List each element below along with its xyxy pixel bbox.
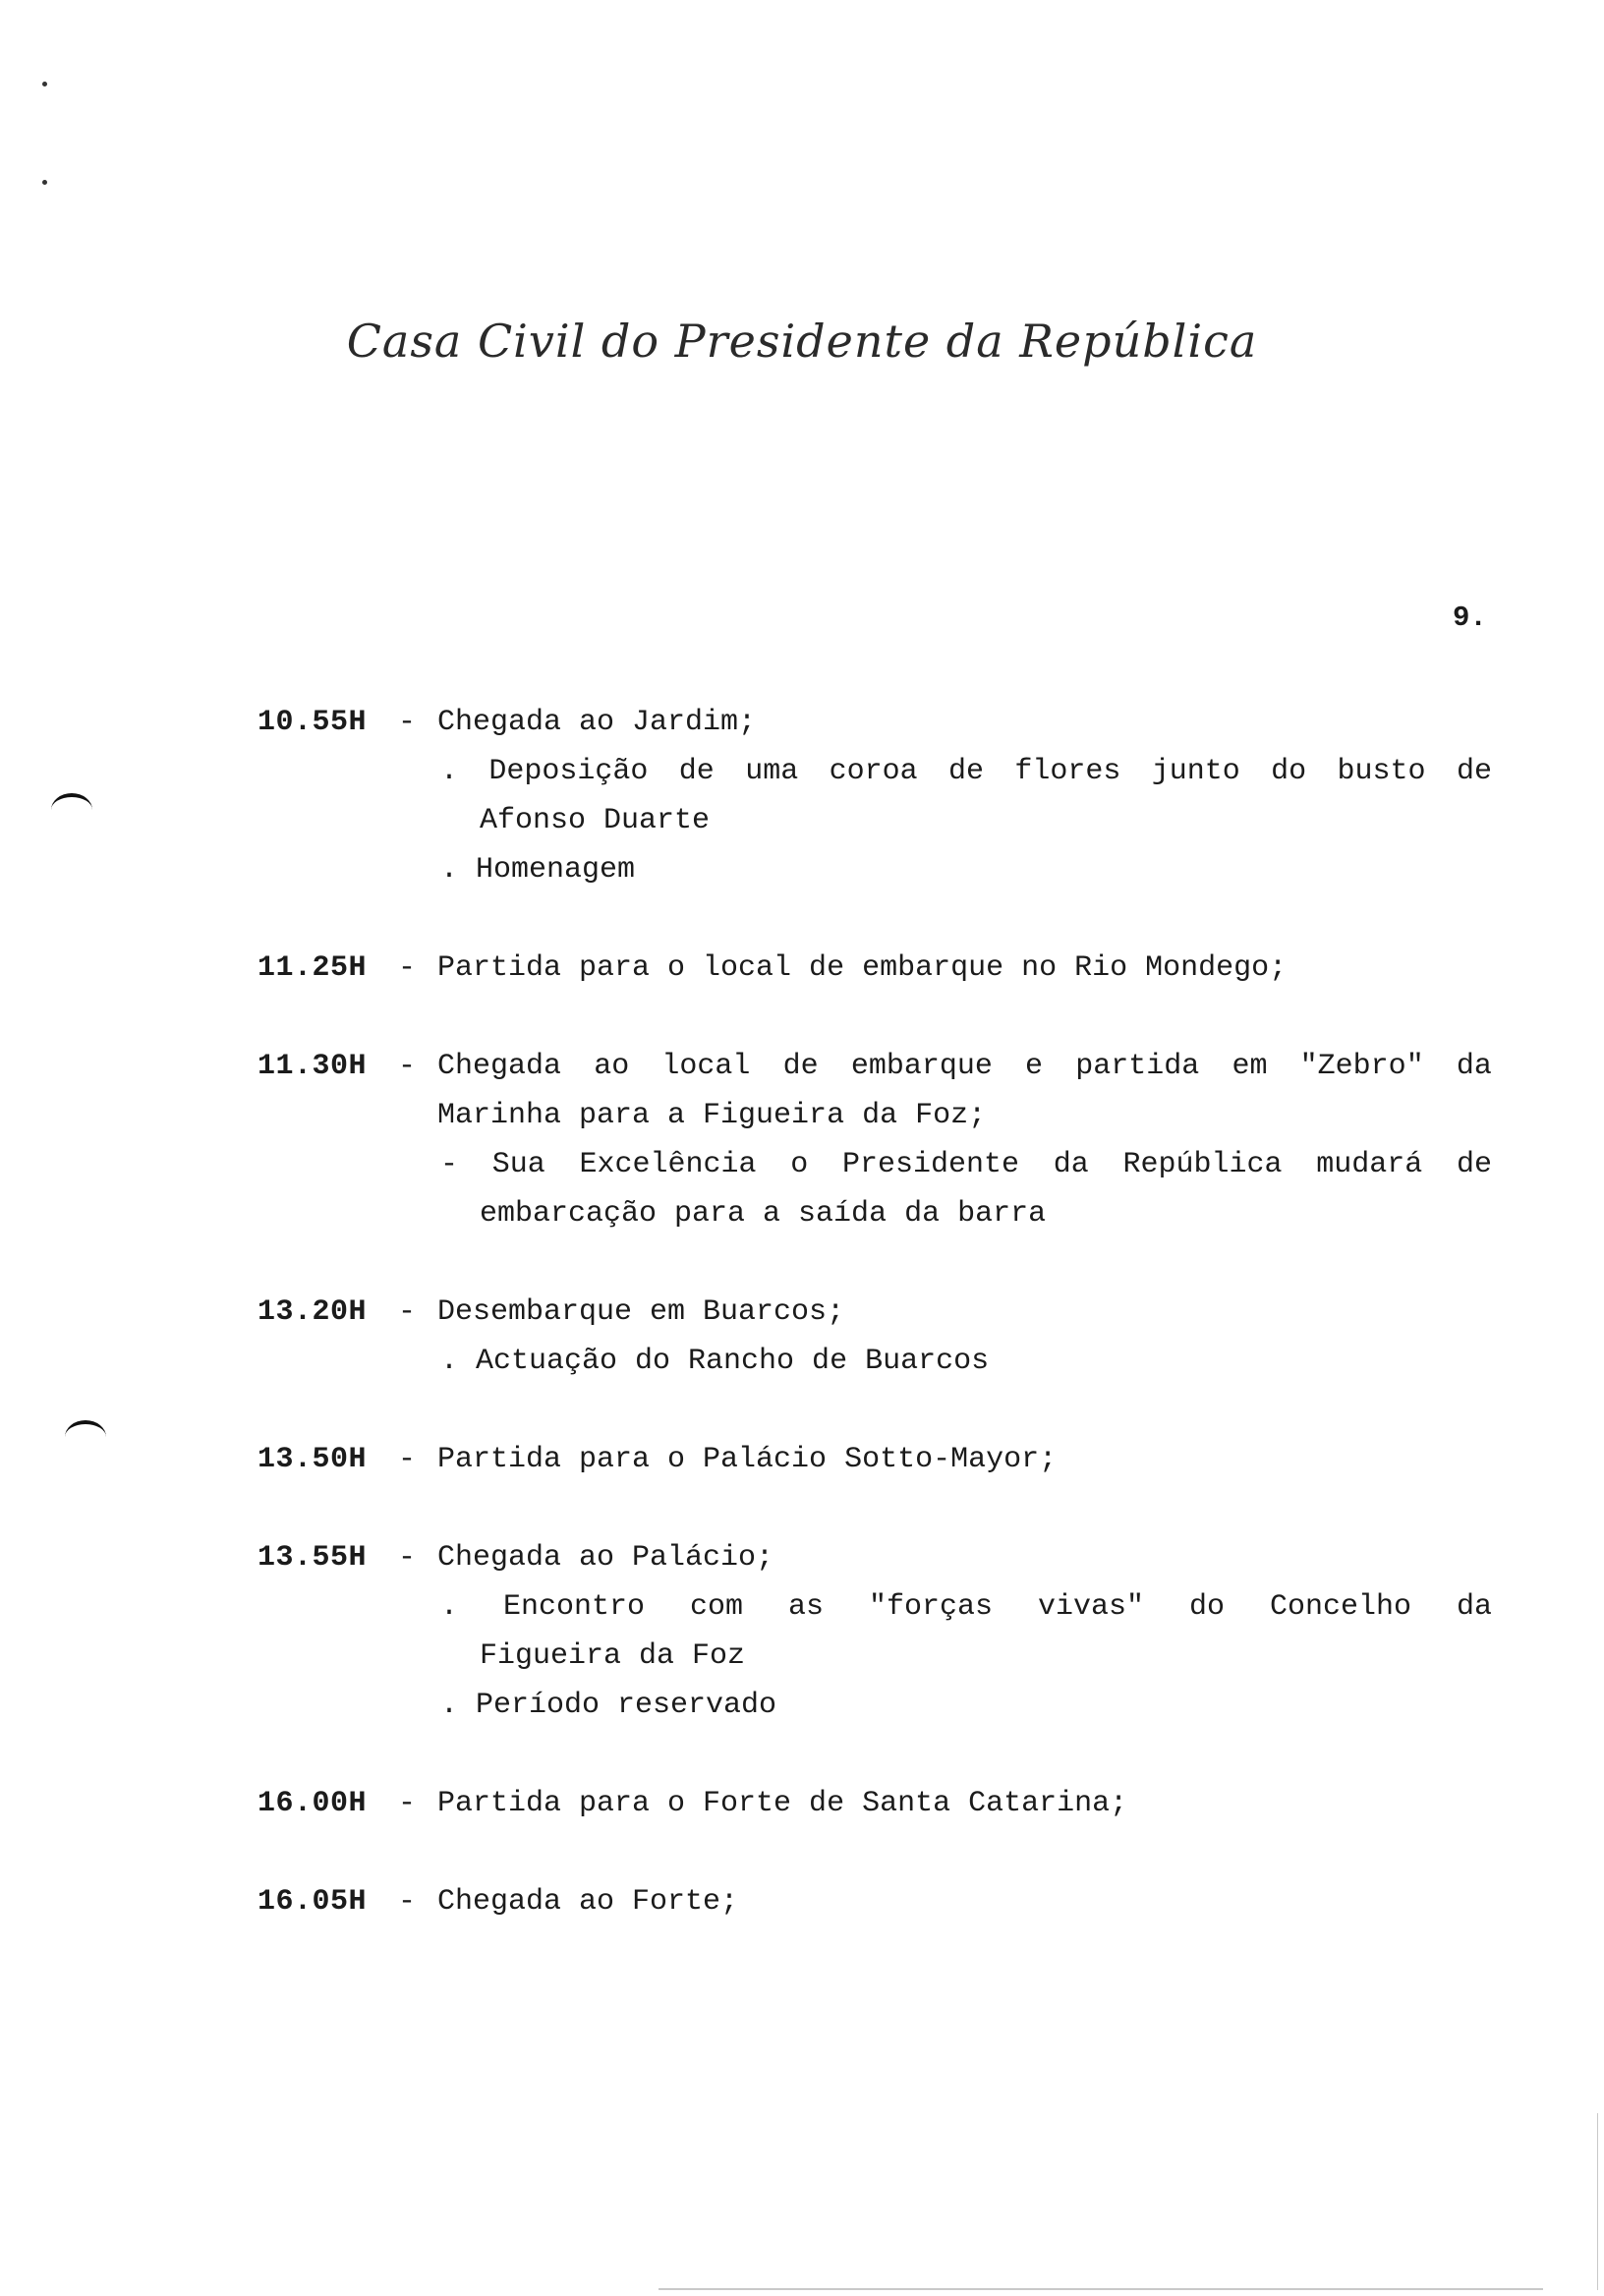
word: coroa [829,755,918,788]
word: o [790,1148,809,1181]
schedule-subitem: . Homenagem [440,853,636,887]
schedule-dash: - [398,1885,417,1919]
word: . [440,755,459,788]
word: Presidente [841,1148,1019,1181]
letterhead: Casa Civil do Presidente da República [346,315,1258,368]
schedule-subitem: . Actuação do Rancho de Buarcos [440,1345,990,1378]
schedule-time: 13.50H [258,1443,368,1476]
word: Chegada [437,1050,562,1083]
schedule-text: Partida para o Palácio Sotto-Mayor; [437,1443,1058,1476]
word: flores [1014,755,1121,788]
word: da [1456,1050,1492,1083]
word: "Zebro" [1299,1050,1424,1083]
word: do [1271,755,1307,788]
word: da [1053,1148,1089,1181]
schedule-text-cont: Marinha para a Figueira da Foz; [437,1099,987,1132]
schedule-subitem: Afonso Duarte [480,804,711,837]
word: mudará [1316,1148,1423,1181]
word: partida [1075,1050,1200,1083]
schedule-dash: - [398,1295,417,1329]
word: de [1456,755,1492,788]
word: República [1122,1148,1283,1181]
word: Encontro [502,1590,646,1624]
word: de [947,755,984,788]
schedule-text: Chegada ao Palácio; [437,1541,774,1575]
page-number: 9. [1453,602,1487,634]
schedule-dash: - [398,1787,417,1820]
schedule-dash: - [398,951,417,985]
schedule-subitem: embarcação para a saída da barra [480,1197,1047,1231]
schedule-time: 11.30H [258,1050,368,1083]
schedule-time: 13.55H [258,1541,368,1575]
schedule-text: Desembarque em Buarcos; [437,1295,845,1329]
word: - [440,1148,459,1181]
schedule-subitem: . Período reservado [440,1689,777,1722]
word: . [440,1590,459,1624]
schedule-dash: - [398,1050,417,1083]
word: e [1025,1050,1044,1083]
word: de [1456,1148,1492,1181]
schedule-subitem: Figueira da Foz [480,1639,746,1673]
schedule-subitem [440,1582,1492,1632]
schedule-time: 11.25H [258,951,368,985]
word: local [661,1050,751,1083]
schedule-subitem [440,1140,1492,1189]
schedule-text [437,1042,1492,1091]
word: de [678,755,715,788]
word: "forças [868,1590,993,1624]
word: embarque [850,1050,993,1083]
schedule-dash: - [398,1443,417,1476]
schedule-time: 13.20H [258,1295,368,1329]
schedule-time: 10.55H [258,706,368,739]
word: vivas" [1037,1590,1144,1624]
word: uma [745,755,799,788]
word: Excelência [579,1148,757,1181]
word: Concelho [1269,1590,1411,1624]
schedule-text: Chegada ao Forte; [437,1885,739,1919]
word: busto [1337,755,1426,788]
word: em [1232,1050,1268,1083]
word: Sua [491,1148,545,1181]
word: Deposição [488,755,649,788]
schedule-text: Partida para o Forte de Santa Catarina; [437,1787,1128,1820]
schedule-text: Chegada ao Jardim; [437,706,757,739]
schedule-dash: - [398,1541,417,1575]
schedule-time: 16.00H [258,1787,368,1820]
word: com [689,1590,743,1624]
word: junto [1151,755,1240,788]
schedule-subitem [440,747,1492,796]
word: as [787,1590,824,1624]
word: da [1456,1590,1492,1624]
word: de [782,1050,819,1083]
word: do [1188,1590,1225,1624]
schedule-time: 16.05H [258,1885,368,1919]
schedule-dash: - [398,706,417,739]
schedule-text: Partida para o local de embarque no Rio Mondego; [437,951,1288,985]
word: ao [594,1050,630,1083]
